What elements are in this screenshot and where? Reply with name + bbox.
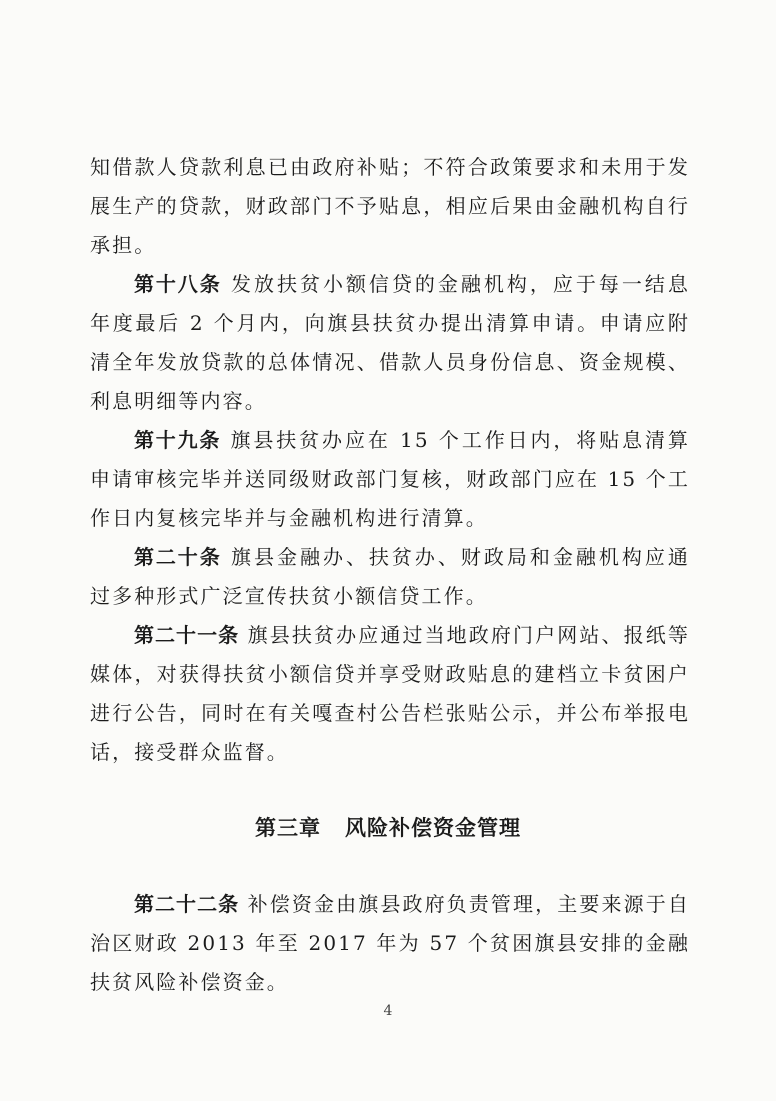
article-18 [90, 265, 690, 421]
article-text: 旗县扶贫办应通过当地政府门户网站、报纸等媒体，对获得扶贫小额信贷并享受财政贴息的建档立卡贫困户进行公告，同时在有关嘎查村公告栏张贴公示，并公布举报电话，接受群众监督。 [90, 623, 690, 764]
article-text: 旗县扶贫办应在 15 个工作日内，将贴息清算申请审核完毕并送同级财政部门复核，财政部门应在 15 个工作日内复核完毕并与金融机构进行清算。 [90, 428, 690, 530]
article-text: 发放扶贫小额信贷的金融机构，应于每一结息年度最后 2 个月内，向旗县扶贫办提出清算申请。申请应附清全年发放贷款的总体情况、借款人员身份信息、资金规模、利息明细等内容。 [90, 272, 690, 413]
article-number: 第二十条 [134, 545, 222, 569]
article-number: 第二十二条 [134, 892, 240, 916]
article-22 [90, 885, 690, 1002]
article-number: 第二十一条 [134, 623, 240, 647]
chapter-number: 第三章 [255, 816, 321, 840]
article-text: 旗县金融办、扶贫办、财政局和金融机构应通过多种形式广泛宣传扶贫小额信贷工作。 [90, 545, 690, 608]
article-20 [90, 538, 690, 616]
chapter-title: 风险补偿资金管理 [345, 816, 521, 840]
article-text: 补偿资金由旗县政府负责管理，主要来源于自治区财政 2013 年至 2017 年为 57 个贫困旗县安排的金融扶贫风险补偿资金。 [90, 892, 690, 994]
article-21 [90, 616, 690, 772]
paragraph-continuation [90, 148, 690, 265]
article-number: 第十九条 [134, 428, 222, 452]
chapter-heading [0, 812, 776, 842]
article-19 [90, 421, 690, 538]
page-number: 4 [383, 1003, 393, 1019]
paragraph-text: 知借款人贷款利息已由政府补贴；不符合政策要求和未用于发展生产的贷款，财政部门不予贴息，相应后果由金融机构自行承担。 [90, 155, 690, 257]
article-number: 第十八条 [134, 272, 222, 296]
